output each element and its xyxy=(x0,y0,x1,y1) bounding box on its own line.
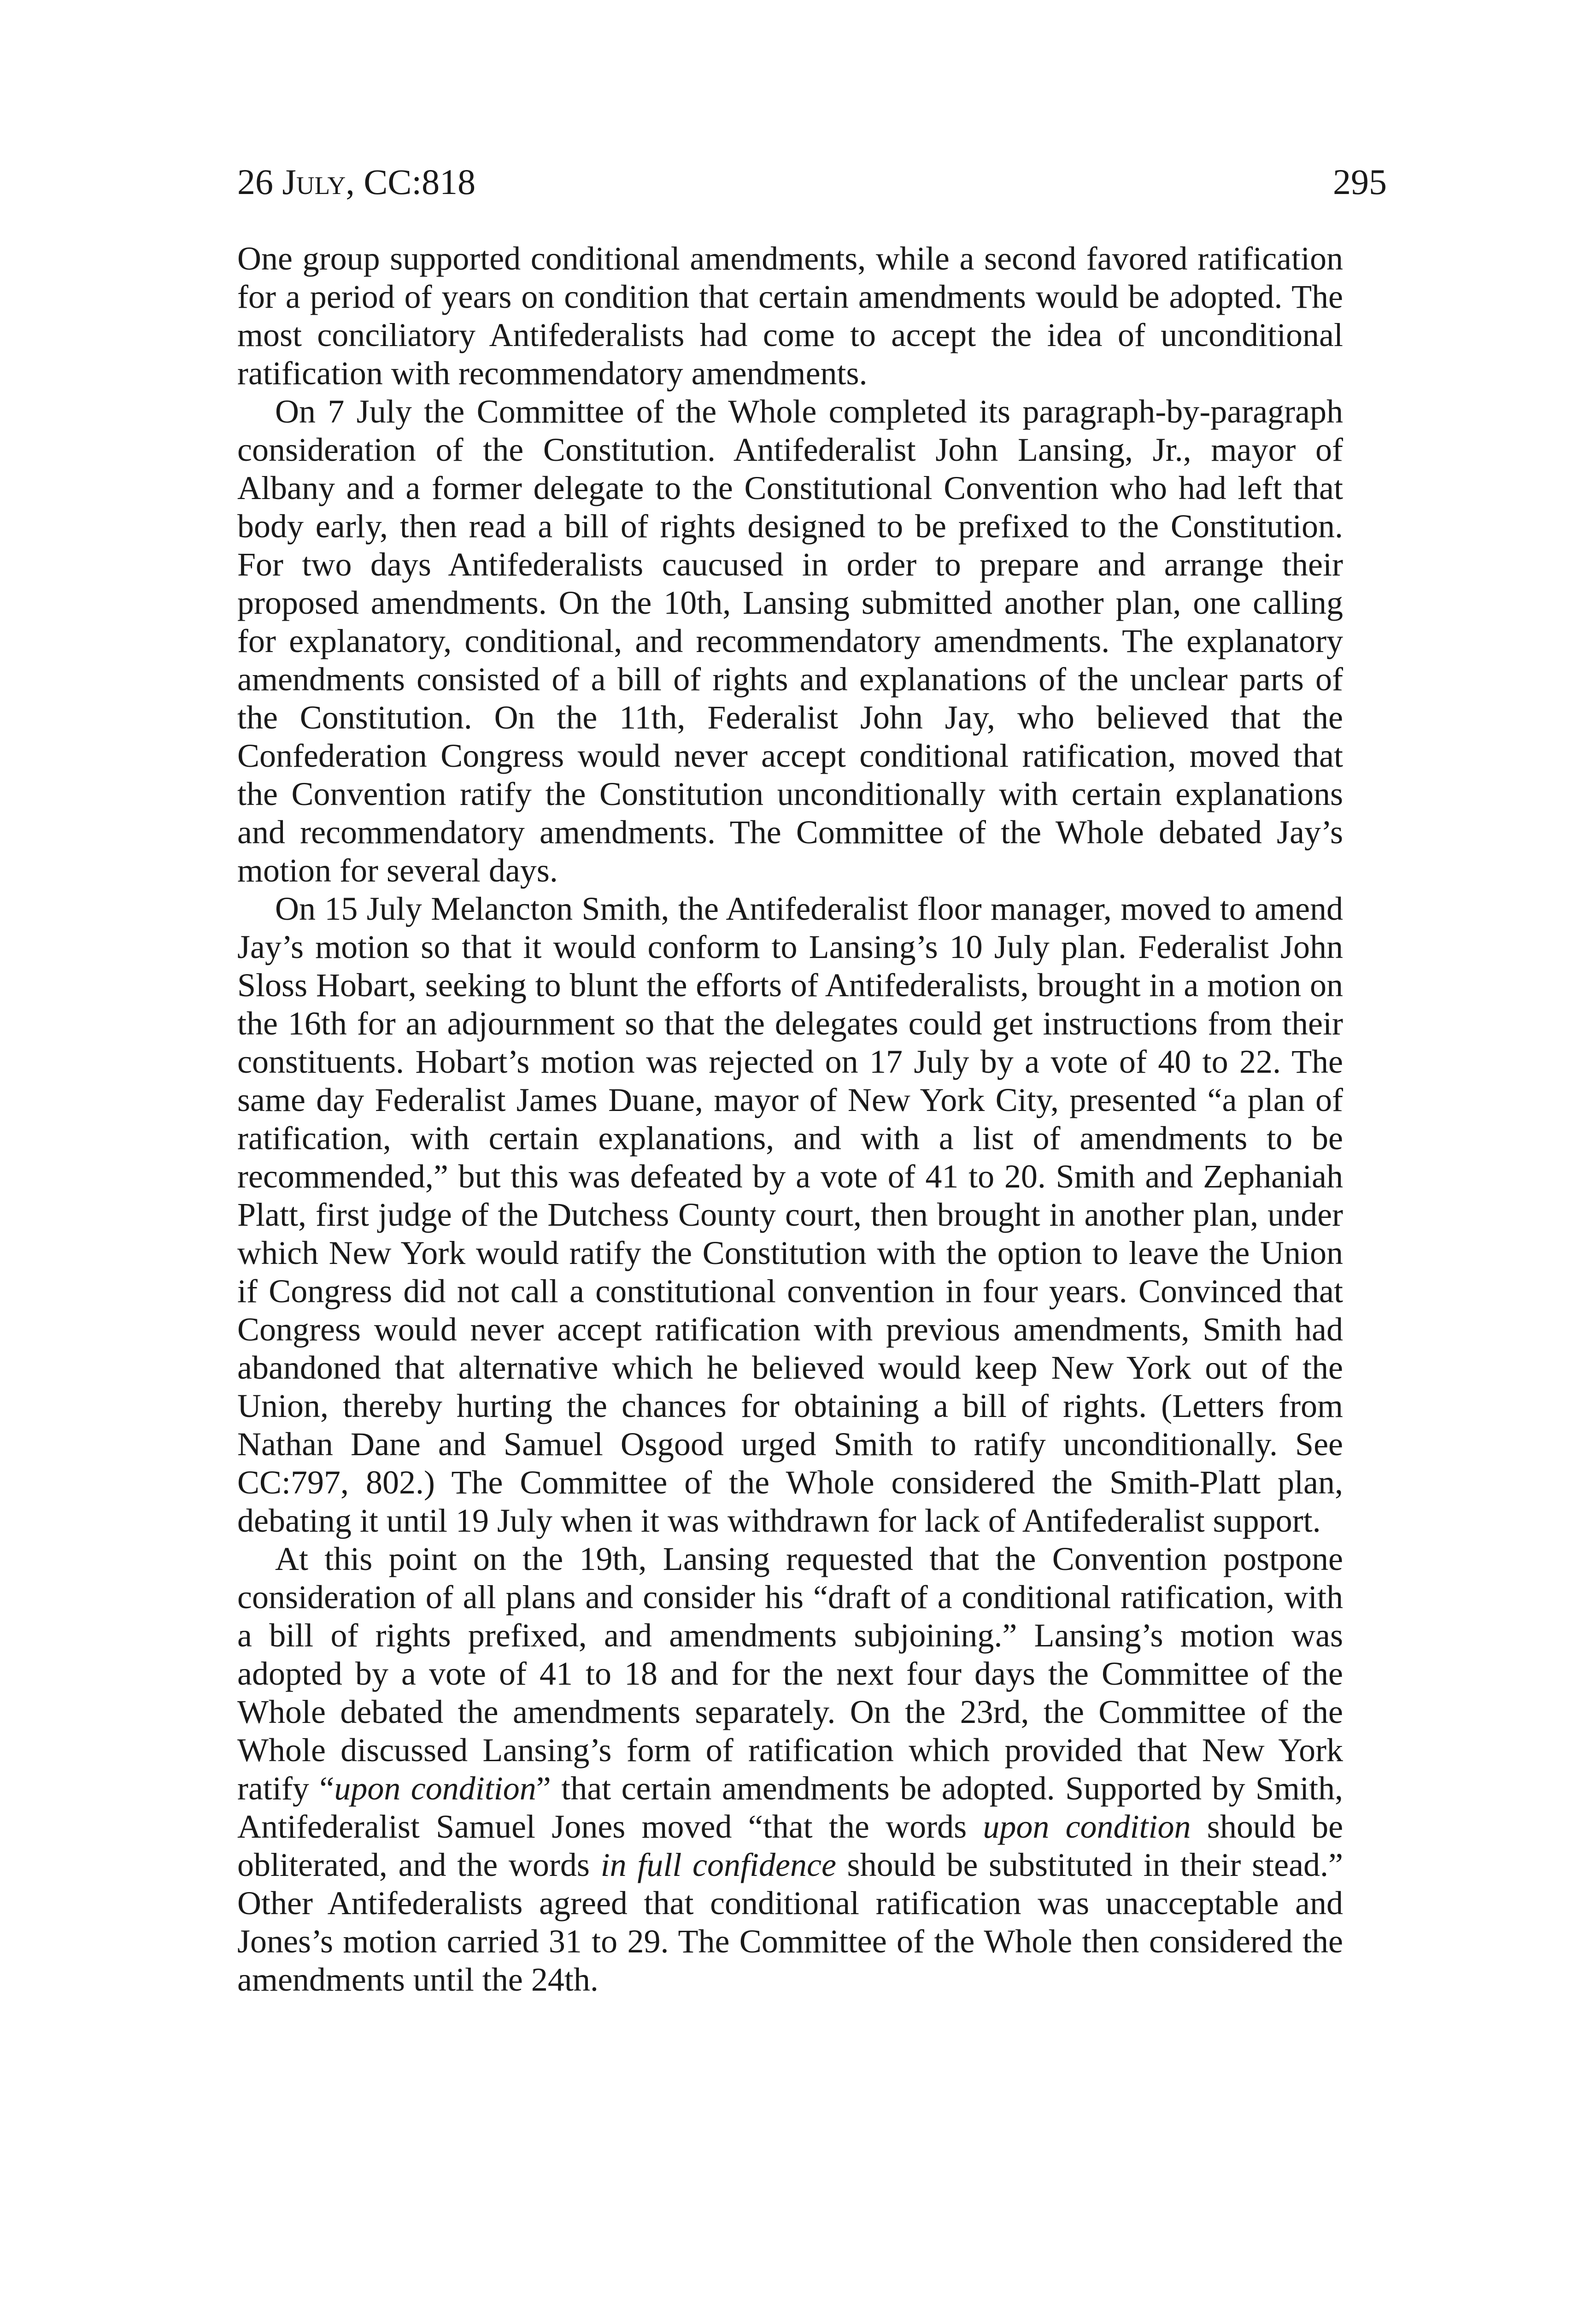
paragraph-4-italic-2: upon condition xyxy=(983,1808,1191,1845)
paragraph-4-text-4: should be substituted in their stead.” Other Antifederalists agreed that conditional ratification was unacceptable and Jones’s motion carried 31 to 29. The Committee of the Whole then considered the amendments until the 24th. xyxy=(237,1846,1343,1998)
page-number: 295 xyxy=(1333,162,1387,202)
paragraph-4-text-2: ” that certain amendments be adopted. Supported by Smith, Antifederalist Samuel Jones moved “that the words xyxy=(237,1770,1344,1845)
paragraph-4 xyxy=(237,1540,1343,1999)
paragraph-1: One group supported conditional amendments, while a second favored ratification for a period of years on condition that certain amendments would be adopted. The most conciliatory Antifederalists had come to accept the idea of unconditional ratification with recommendatory amendments. xyxy=(237,240,1343,392)
running-head-day: 26 xyxy=(237,162,282,202)
body-text xyxy=(237,240,1343,1999)
running-head-ref: , CC:818 xyxy=(346,162,476,202)
paragraph-2: On 7 July the Committee of the Whole completed its paragraph-by-paragraph consideration of the Constitution. Antifederalist John Lansing, Jr., mayor of Albany and a former delegate to the Constitutional Convention who had left that body early, then read a bill of rights designed to be prefixed to the Constitution. For two days Antifederalists caucused in order to prepare and arrange their proposed amendments. On the 10th, Lansing submitted another plan, one calling for explanatory, conditional, and recommendatory amendments. The explanatory amendments consisted of a bill of rights and explanations of the unclear parts of the Constitution. On the 11th, Federalist John Jay, who believed that the Confederation Congress would never accept conditional ratification, moved that the Convention ratify the Constitution unconditionally with certain explanations and recommendatory amendments. The Committee of the Whole debated Jay’s motion for several days. xyxy=(237,393,1343,889)
running-head-month: July xyxy=(282,162,346,202)
paragraph-4-text-1: At this point on the 19th, Lansing requested that the Convention postpone consideration of all plans and consider his “draft of a conditional ratification, with a bill of rights prefixed, and amendments subjoining.” Lansing’s motion was adopted by a vote of 41 to 18 and for the next four days the Committee of the Whole debated the amendments separately. On the 23rd, the Committee of the Whole discussed Lansing’s form of ratification which provided that New York ratify “ xyxy=(237,1540,1343,1807)
paragraph-4-italic-3: in full confidence xyxy=(600,1846,836,1883)
paragraph-4-italic-1: upon condition xyxy=(334,1770,536,1807)
paragraph-4-text-3: should be obliterated, and the words xyxy=(237,1808,1344,1883)
paragraph-3: On 15 July Melancton Smith, the Antifederalist floor manager, moved to amend Jay’s motion so that it would conform to Lansing’s 10 July plan. Federalist John Sloss Hobart, seeking to blunt the efforts of Antifederalists, brought in a motion on the 16th for an adjournment so that the delegates could get instructions from their constituents. Hobart’s motion was rejected on 17 July by a vote of 40 to 22. The same day Federalist James Duane, mayor of New York City, presented “a plan of ratification, with certain explanations, and with a list of amendments to be recommended,” but this was defeated by a vote of 41 to 20. Smith and Zephaniah Platt, first judge of the Dutchess County court, then brought in another plan, under which New York would ratify the Constitution with the option to leave the Union if Congress did not call a constitutional convention in four years. Convinced that Congress would never accept ratification with previous amendments, Smith had abandoned that alternative which he believed would keep New York out of the Union, thereby hurting the chances for obtaining a bill of rights. (Letters from Nathan Dane and Samuel Osgood urged Smith to ratify unconditionally. See CC:797, 802.) The Committee of the Whole considered the Smith-Platt plan, debating it until 19 July when it was withdrawn for lack of Antifederalist support. xyxy=(237,890,1343,1539)
running-head xyxy=(237,159,475,205)
page-header xyxy=(237,159,1387,205)
